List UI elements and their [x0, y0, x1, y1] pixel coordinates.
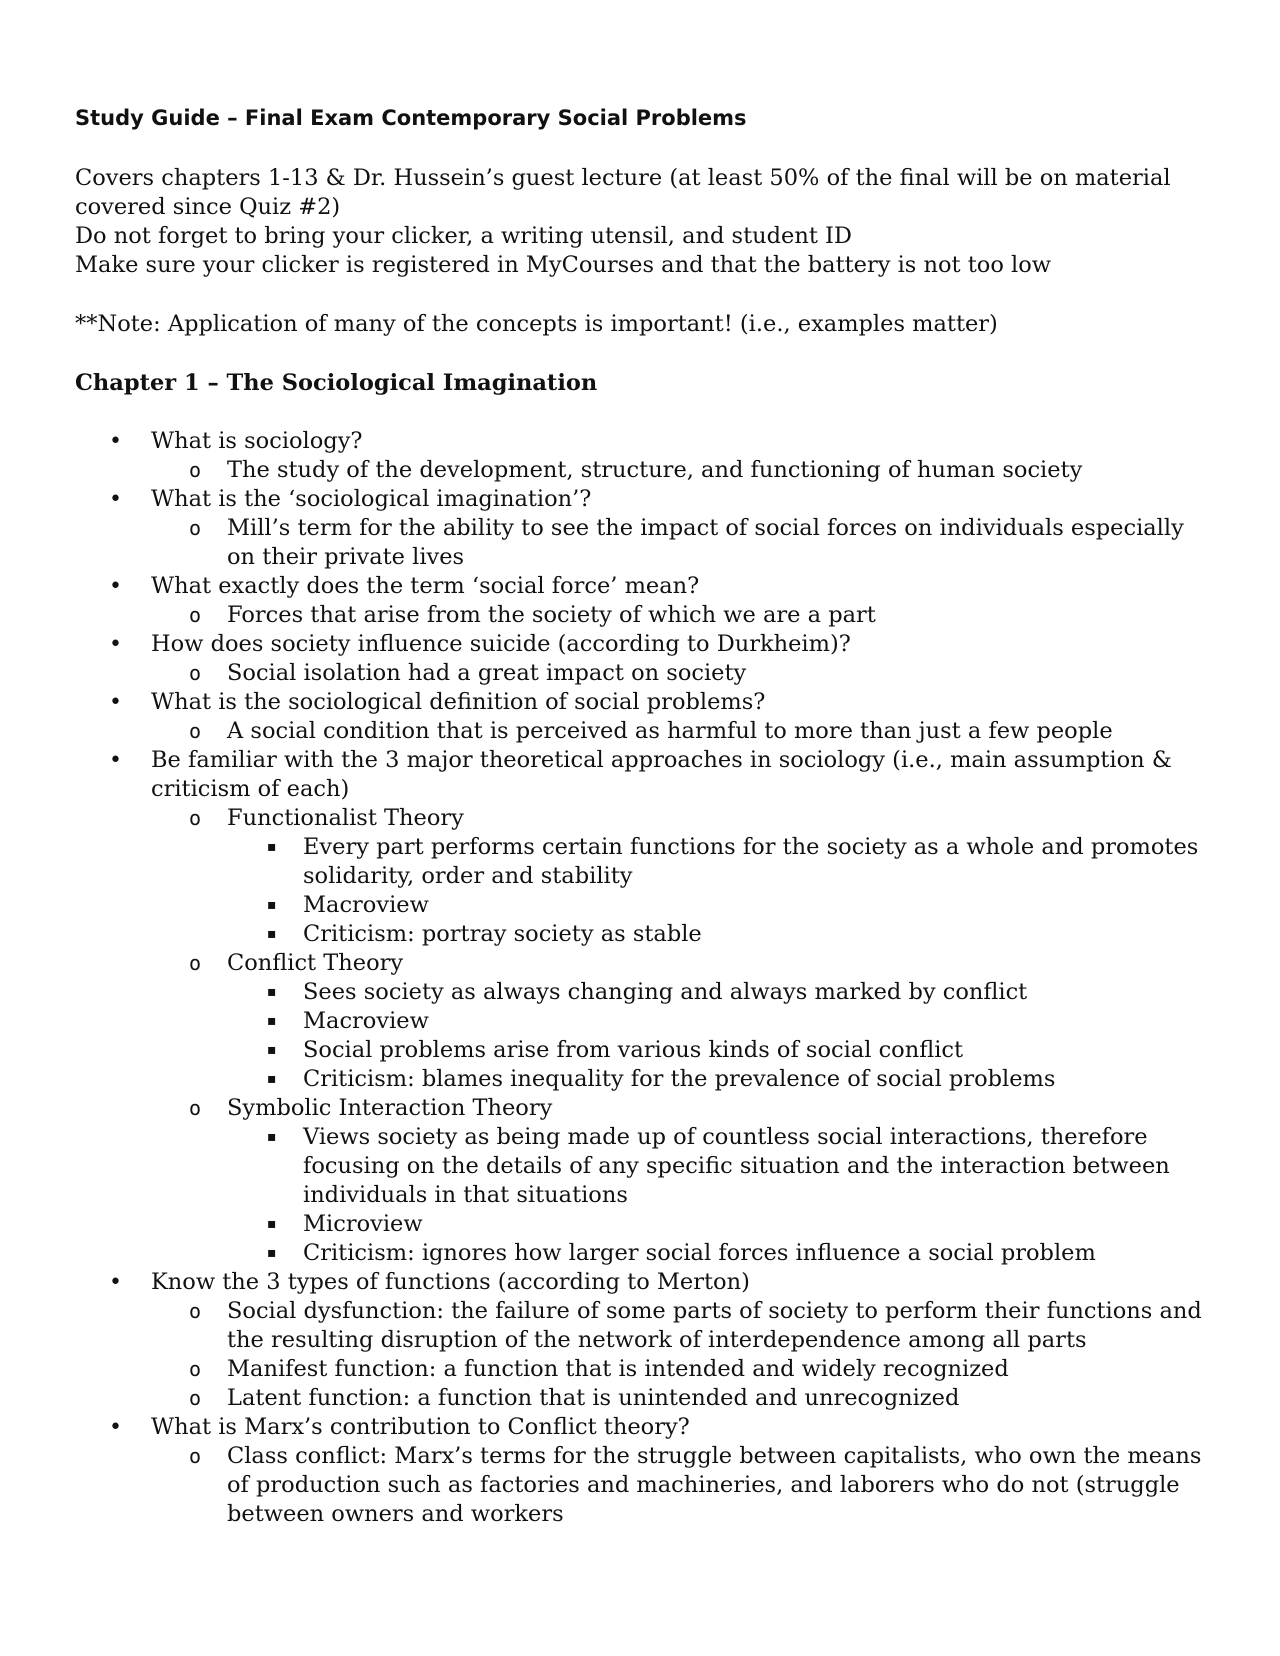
outline-detail-item: [227, 920, 1215, 949]
outline-subitem: [151, 1384, 1215, 1413]
outline-item: [75, 485, 1215, 572]
square-marker: ▪: [267, 926, 277, 942]
outline-item: [75, 1413, 1215, 1529]
outline-subitem-text: Social isolation had a great impact on society: [227, 660, 747, 686]
circle-marker: o: [189, 1444, 202, 1468]
outline-item-text: What is the ‘sociological imagination’?: [151, 486, 592, 512]
outline-subsublist: [151, 833, 1215, 949]
outline-subitem-text: Class conflict: Marx’s terms for the struggle between capitalists, who own the means of production such as factories and machineries, and laborers who do not (struggle between owners and workers: [227, 1443, 1202, 1527]
outline-subitem-text: A social condition that is perceived as harmful to more than just a few people: [227, 718, 1113, 744]
outline-subsublist: [151, 1123, 1215, 1268]
outline-sublist: [75, 717, 1215, 746]
circle-marker: o: [189, 1357, 202, 1381]
intro-line: Make sure your clicker is registered in MyCourses and that the battery is not too low: [75, 252, 1052, 278]
outline-item: [75, 746, 1215, 1268]
outline-subitem-text: The study of the development, structure, and functioning of human society: [227, 457, 1083, 483]
outline-list: [75, 427, 1215, 1529]
outline-subitem: [151, 514, 1215, 572]
bullet-marker: •: [109, 574, 122, 599]
outline-detail-text: Criticism: blames inequality for the prevalence of social problems: [303, 1066, 1056, 1092]
outline-detail-text: Criticism: portray society as stable: [303, 921, 702, 947]
outline-subitem: [151, 949, 1215, 1094]
intro-line: Do not forget to bring your clicker, a writing utensil, and student ID: [75, 223, 852, 249]
square-marker: ▪: [267, 1071, 277, 1087]
bullet-marker: •: [109, 429, 122, 454]
outline-detail-text: Criticism: ignores how larger social forces influence a social problem: [303, 1240, 1096, 1266]
square-marker: ▪: [267, 1216, 277, 1232]
outline-item: [75, 572, 1215, 630]
square-marker: ▪: [267, 897, 277, 913]
circle-marker: o: [189, 1299, 202, 1323]
outline-detail-item: [227, 1210, 1215, 1239]
note-line: **Note: Application of many of the concepts is important! (i.e., examples matter): [75, 311, 998, 337]
outline-item-text: What exactly does the term ‘social force’ mean?: [151, 573, 700, 599]
circle-marker: o: [189, 1096, 202, 1120]
outline-subitem-text: Symbolic Interaction Theory: [227, 1095, 553, 1121]
bullet-marker: •: [109, 690, 122, 715]
outline-subsublist: [151, 978, 1215, 1094]
outline-detail-text: Macroview: [303, 892, 429, 918]
circle-marker: o: [189, 806, 202, 830]
outline-detail-text: Sees society as always changing and always marked by conflict: [303, 979, 1028, 1005]
chapter-heading: Chapter 1 – The Sociological Imagination: [75, 370, 598, 396]
intro-block: [75, 164, 1195, 280]
outline-detail-item: [227, 1123, 1215, 1210]
outline-detail-text: Microview: [303, 1211, 423, 1237]
outline-sublist: [75, 659, 1215, 688]
outline-subitem: [151, 1442, 1215, 1529]
bullet-marker: •: [109, 1415, 122, 1440]
outline-subitem-text: Manifest function: a function that is intended and widely recognized: [227, 1356, 1009, 1382]
bullet-marker: •: [109, 632, 122, 657]
outline-item: [75, 688, 1215, 746]
square-marker: ▪: [267, 1129, 277, 1145]
outline-item: [75, 427, 1215, 485]
outline-item-text: What is Marx’s contribution to Conflict theory?: [151, 1414, 690, 1440]
circle-marker: o: [189, 951, 202, 975]
square-marker: ▪: [267, 984, 277, 1000]
outline-item-text: What is the sociological definition of social problems?: [151, 689, 766, 715]
outline-sublist: [75, 456, 1215, 485]
bullet-marker: •: [109, 487, 122, 512]
outline-subitem: [151, 456, 1215, 485]
square-marker: ▪: [267, 1245, 277, 1261]
outline-subitem: [151, 804, 1215, 949]
outline: [75, 427, 1215, 1529]
intro-line: Covers chapters 1-13 & Dr. Hussein’s guest lecture (at least 50% of the final will be on material covered since Quiz #2): [75, 165, 1171, 220]
outline-sublist: [75, 804, 1215, 1268]
outline-subitem-text: Latent function: a function that is unintended and unrecognized: [227, 1385, 960, 1411]
circle-marker: o: [189, 603, 202, 627]
outline-detail-item: [227, 1007, 1215, 1036]
outline-sublist: [75, 1442, 1215, 1529]
outline-item: [75, 1268, 1215, 1413]
outline-detail-text: Views society as being made up of countless social interactions, therefore focusing on the details of any specific situation and the interaction between individuals in that situations: [303, 1124, 1170, 1208]
bullet-marker: •: [109, 1270, 122, 1295]
outline-detail-item: [227, 1036, 1215, 1065]
outline-item: [75, 630, 1215, 688]
circle-marker: o: [189, 661, 202, 685]
outline-subitem-text: Functionalist Theory: [227, 805, 464, 831]
outline-subitem: [151, 601, 1215, 630]
circle-marker: o: [189, 719, 202, 743]
outline-detail-item: [227, 833, 1215, 891]
outline-subitem: [151, 1094, 1215, 1268]
circle-marker: o: [189, 458, 202, 482]
square-marker: ▪: [267, 1042, 277, 1058]
square-marker: ▪: [267, 1013, 277, 1029]
outline-detail-item: [227, 1239, 1215, 1268]
document-title: Study Guide – Final Exam Contemporary Social Problems: [75, 106, 747, 130]
square-marker: ▪: [267, 839, 277, 855]
outline-detail-item: [227, 978, 1215, 1007]
outline-sublist: [75, 1297, 1215, 1413]
outline-detail-item: [227, 891, 1215, 920]
outline-detail-text: Every part performs certain functions for the society as a whole and promotes solidarity, order and stability: [303, 834, 1199, 889]
outline-subitem: [151, 659, 1215, 688]
outline-detail-text: Macroview: [303, 1008, 429, 1034]
outline-item-text: What is sociology?: [151, 428, 363, 454]
circle-marker: o: [189, 516, 202, 540]
outline-subitem: [151, 1355, 1215, 1384]
bullet-marker: •: [109, 748, 122, 773]
outline-subitem-text: Mill’s term for the ability to see the impact of social forces on individuals especially on their private lives: [227, 515, 1184, 570]
outline-subitem-text: Forces that arise from the society of which we are a part: [227, 602, 876, 628]
outline-sublist: [75, 514, 1215, 572]
outline-sublist: [75, 601, 1215, 630]
outline-subitem: [151, 1297, 1215, 1355]
outline-item-text: Be familiar with the 3 major theoretical approaches in sociology (i.e., main assumption & criticism of each): [151, 747, 1172, 802]
outline-item-text: How does society influence suicide (according to Durkheim)?: [151, 631, 851, 657]
outline-item-text: Know the 3 types of functions (according to Merton): [151, 1269, 750, 1295]
outline-subitem: [151, 717, 1215, 746]
outline-subitem-text: Conflict Theory: [227, 950, 404, 976]
outline-detail-item: [227, 1065, 1215, 1094]
outline-detail-text: Social problems arise from various kinds of social conflict: [303, 1037, 964, 1063]
outline-subitem-text: Social dysfunction: the failure of some parts of society to perform their functions and the resulting disruption of the network of interdependence among all parts: [227, 1298, 1202, 1353]
circle-marker: o: [189, 1386, 202, 1410]
